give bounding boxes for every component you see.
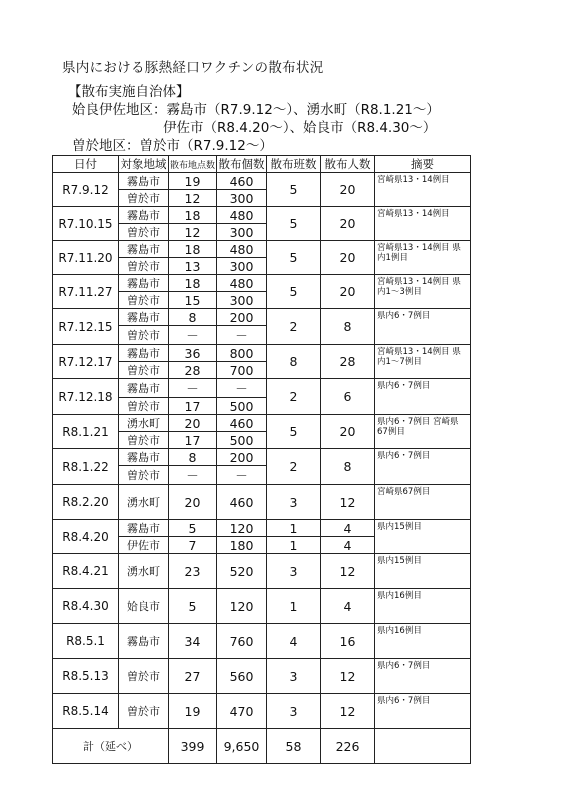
row-points: 12 xyxy=(169,224,217,241)
row-note: 県内16例目 xyxy=(375,624,471,659)
row-people: 20 xyxy=(321,207,375,241)
row-count: 120 xyxy=(217,589,267,624)
total-people: 226 xyxy=(321,729,375,764)
row-points: 12 xyxy=(169,190,217,207)
row-note: 県内6・7例目 xyxy=(375,379,471,415)
row-points: 8 xyxy=(169,309,217,326)
document-title: 県内における豚熱経口ワクチンの散布状況 xyxy=(62,60,324,76)
row-count: 500 xyxy=(217,432,267,449)
row-region: 曽於市 xyxy=(119,659,169,694)
row-points: 19 xyxy=(169,694,217,729)
row-date: R8.1.22 xyxy=(53,449,119,485)
table-row xyxy=(53,415,471,432)
row-people: 8 xyxy=(321,449,375,485)
row-count: 300 xyxy=(217,292,267,309)
row-region: 霧島市 xyxy=(119,241,169,258)
row-date: R7.11.27 xyxy=(53,275,119,309)
row-region: 曽於市 xyxy=(119,432,169,449)
table-row xyxy=(53,379,471,398)
row-count: 560 xyxy=(217,659,267,694)
row-region: 伊佐市 xyxy=(119,537,169,554)
row-teams: 2 xyxy=(267,379,321,415)
row-note: 宮崎県13・14例目 県内1例目 xyxy=(375,241,471,275)
row-date: R7.10.15 xyxy=(53,207,119,241)
row-points: 15 xyxy=(169,292,217,309)
row-note: 県内15例目 xyxy=(375,554,471,589)
table-row xyxy=(53,241,471,258)
row-date: R8.4.30 xyxy=(53,589,119,624)
row-points: 23 xyxy=(169,554,217,589)
total-row xyxy=(53,729,471,764)
row-points: 34 xyxy=(169,624,217,659)
row-region: 湧水町 xyxy=(119,485,169,520)
table-row xyxy=(53,659,471,694)
row-count: 300 xyxy=(217,258,267,275)
row-count: 480 xyxy=(217,207,267,224)
row-people: 20 xyxy=(321,173,375,207)
row-count: 300 xyxy=(217,224,267,241)
header-date: 日付 xyxy=(53,156,119,173)
row-region: 曽於市 xyxy=(119,258,169,275)
row-points: 5 xyxy=(169,520,217,537)
table-row xyxy=(53,554,471,589)
row-people: 6 xyxy=(321,379,375,415)
row-people: 4 xyxy=(321,537,375,554)
row-points: 36 xyxy=(169,345,217,362)
row-count: 800 xyxy=(217,345,267,362)
table-row xyxy=(53,275,471,292)
header-people: 散布人数 xyxy=(321,156,375,173)
row-region: 湧水町 xyxy=(119,415,169,432)
row-note: 県内6・7例目 xyxy=(375,449,471,485)
row-count: 460 xyxy=(217,485,267,520)
row-note: 県内6・7例目 宮崎県67例目 xyxy=(375,415,471,449)
row-region: 霧島市 xyxy=(119,309,169,326)
row-date: R7.12.18 xyxy=(53,379,119,415)
row-note: 県内6・7例目 xyxy=(375,309,471,345)
row-region: 姶良市 xyxy=(119,589,169,624)
header-count: 散布個数 xyxy=(218,157,265,171)
total-teams: 58 xyxy=(267,729,321,764)
row-points: 28 xyxy=(169,362,217,379)
table-header-row xyxy=(53,156,471,173)
row-region: 霧島市 xyxy=(119,520,169,537)
row-count: 700 xyxy=(217,362,267,379)
row-date: R8.1.21 xyxy=(53,415,119,449)
row-region: 曽於市 xyxy=(119,694,169,729)
row-region: 霧島市 xyxy=(119,275,169,292)
table-row xyxy=(53,449,471,466)
row-region: 霧島市 xyxy=(119,207,169,224)
row-date: R7.9.12 xyxy=(53,173,119,207)
row-note: 宮崎県13・14例目 県内1～7例目 xyxy=(375,345,471,379)
row-points: 8 xyxy=(169,449,217,466)
row-people: 20 xyxy=(321,241,375,275)
table-row xyxy=(53,173,471,190)
row-count: 520 xyxy=(217,554,267,589)
row-teams: 5 xyxy=(267,173,321,207)
table-row xyxy=(53,520,471,537)
row-date: R8.4.20 xyxy=(53,520,119,554)
row-date: R8.5.14 xyxy=(53,694,119,729)
row-count: 120 xyxy=(217,520,267,537)
row-points: 18 xyxy=(169,241,217,258)
row-teams: 1 xyxy=(267,520,321,537)
row-region: 霧島市 xyxy=(119,173,169,190)
row-teams: 8 xyxy=(267,345,321,379)
row-region: 曽於市 xyxy=(119,398,169,415)
row-people: 4 xyxy=(321,520,375,537)
row-people: 12 xyxy=(321,659,375,694)
row-points: 20 xyxy=(169,485,217,520)
row-region: 霧島市 xyxy=(119,345,169,362)
row-date: R8.4.21 xyxy=(53,554,119,589)
row-region: 曽於市 xyxy=(119,224,169,241)
row-note: 県内16例目 xyxy=(375,589,471,624)
row-people: 12 xyxy=(321,485,375,520)
row-teams: 1 xyxy=(267,537,321,554)
row-points: 18 xyxy=(169,207,217,224)
row-count: － xyxy=(217,326,267,345)
row-count: 760 xyxy=(217,624,267,659)
row-note: 県内15例目 xyxy=(375,520,471,554)
header-points: 散布地点数 xyxy=(169,156,217,173)
row-people: 12 xyxy=(321,694,375,729)
area-line-so: 曽於地区：曽於市（R7.9.12～） xyxy=(72,138,273,154)
row-points: － xyxy=(169,326,217,345)
table-row xyxy=(53,207,471,224)
row-note: 宮崎県13・14例目 県内1～3例目 xyxy=(375,275,471,309)
row-note: 宮崎県13・14例目 xyxy=(375,173,471,207)
row-count: 500 xyxy=(217,398,267,415)
table-row xyxy=(53,624,471,659)
row-date: R8.5.13 xyxy=(53,659,119,694)
row-region: 霧島市 xyxy=(119,624,169,659)
row-people: 8 xyxy=(321,309,375,345)
section-heading: 【散布実施自治体】 xyxy=(68,84,190,100)
row-count: 200 xyxy=(217,309,267,326)
row-teams: 5 xyxy=(267,241,321,275)
row-date: R8.5.1 xyxy=(53,624,119,659)
row-count: － xyxy=(217,466,267,485)
row-count: － xyxy=(217,379,267,398)
row-note: 県内6・7例目 xyxy=(375,659,471,694)
row-teams: 2 xyxy=(267,309,321,345)
row-people: 16 xyxy=(321,624,375,659)
row-people: 20 xyxy=(321,275,375,309)
row-date: R7.11.20 xyxy=(53,241,119,275)
row-people: 20 xyxy=(321,415,375,449)
row-region: 曽於市 xyxy=(119,292,169,309)
row-people: 4 xyxy=(321,589,375,624)
row-region: 霧島市 xyxy=(119,449,169,466)
header-teams: 散布班数 xyxy=(267,156,321,173)
row-people: 28 xyxy=(321,345,375,379)
row-date: R7.12.17 xyxy=(53,345,119,379)
total-label: 計（延べ） xyxy=(53,729,169,764)
vaccine-distribution-table xyxy=(52,155,471,764)
row-region: 曽於市 xyxy=(119,466,169,485)
row-region: 霧島市 xyxy=(119,379,169,398)
row-count: 460 xyxy=(217,415,267,432)
row-points: － xyxy=(169,379,217,398)
row-note: 宮崎県13・14例目 xyxy=(375,207,471,241)
total-points: 399 xyxy=(169,729,217,764)
row-region: 曽於市 xyxy=(119,190,169,207)
row-points: － xyxy=(169,466,217,485)
row-points: 18 xyxy=(169,275,217,292)
row-points: 7 xyxy=(169,537,217,554)
row-teams: 5 xyxy=(267,207,321,241)
row-points: 5 xyxy=(169,589,217,624)
row-count: 470 xyxy=(217,694,267,729)
row-count: 180 xyxy=(217,537,267,554)
row-count: 460 xyxy=(217,173,267,190)
row-teams: 5 xyxy=(267,275,321,309)
table-row xyxy=(53,309,471,326)
row-teams: 3 xyxy=(267,659,321,694)
table-row xyxy=(53,485,471,520)
row-points: 20 xyxy=(169,415,217,432)
table-row xyxy=(53,694,471,729)
row-teams: 3 xyxy=(267,554,321,589)
row-region: 曽於市 xyxy=(119,326,169,345)
row-points: 27 xyxy=(169,659,217,694)
row-note: 宮崎県67例目 xyxy=(375,485,471,520)
header-region: 対象地域 xyxy=(120,157,167,171)
row-count: 200 xyxy=(217,449,267,466)
row-people: 12 xyxy=(321,554,375,589)
row-count: 480 xyxy=(217,275,267,292)
table-row xyxy=(53,345,471,362)
row-points: 13 xyxy=(169,258,217,275)
row-teams: 4 xyxy=(267,624,321,659)
row-date: R7.12.15 xyxy=(53,309,119,345)
row-points: 17 xyxy=(169,398,217,415)
row-teams: 1 xyxy=(267,589,321,624)
row-note: 県内6・7例目 xyxy=(375,694,471,729)
area-line-aira-isa-cont: 伊佐市（R8.4.20～）、姶良市（R8.4.30～） xyxy=(163,120,437,136)
row-points: 19 xyxy=(169,173,217,190)
row-region: 曽於市 xyxy=(119,362,169,379)
row-region: 湧水町 xyxy=(119,554,169,589)
table-row xyxy=(53,589,471,624)
row-teams: 3 xyxy=(267,694,321,729)
row-teams: 5 xyxy=(267,415,321,449)
row-date: R8.2.20 xyxy=(53,485,119,520)
row-count: 300 xyxy=(217,190,267,207)
total-note xyxy=(375,729,471,764)
area-line-aira-isa: 姶良伊佐地区：霧島市（R7.9.12～）、湧水町（R8.1.21～） xyxy=(72,102,440,118)
row-teams: 2 xyxy=(267,449,321,485)
row-points: 17 xyxy=(169,432,217,449)
header-note: 摘要 xyxy=(375,156,471,173)
row-count: 480 xyxy=(217,241,267,258)
total-count: 9,650 xyxy=(217,729,267,764)
row-teams: 3 xyxy=(267,485,321,520)
